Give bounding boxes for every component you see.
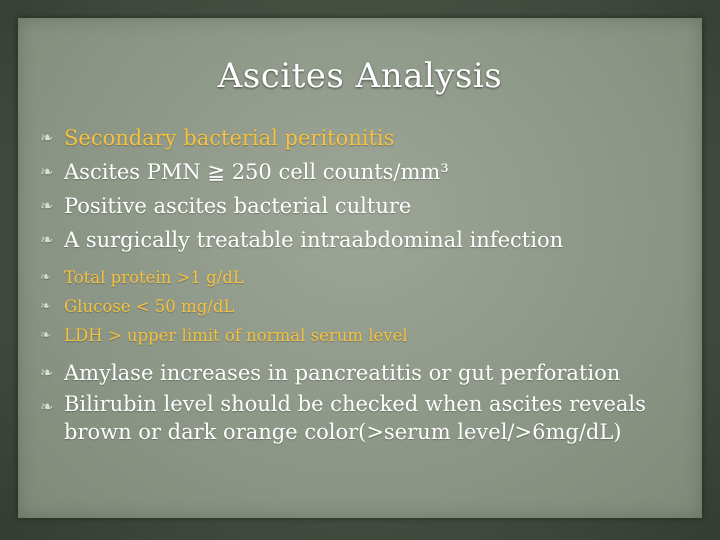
bullet-text: A surgically treatable intraabdominal infection — [64, 228, 564, 252]
bullet-icon: ❧ — [40, 299, 51, 314]
bullet-text: Secondary bacterial peritonitis — [64, 126, 395, 150]
bullet-icon: ❧ — [40, 196, 54, 215]
bullet-icon: ❧ — [40, 270, 51, 285]
bullet-icon: ❧ — [40, 162, 54, 181]
bullet-icon: ❧ — [40, 128, 54, 147]
slide-title: Ascites Analysis — [217, 56, 503, 96]
bullet-item — [40, 121, 700, 155]
bullet-item — [40, 390, 700, 446]
bullet-text: Positive ascites bacterial culture — [64, 194, 412, 218]
bullet-list — [40, 121, 700, 446]
bullet-text: Amylase increases in pancreatitis or gut perforation — [64, 361, 621, 385]
bullet-item — [40, 223, 700, 257]
bullet-text: Ascites PMN ≧ 250 cell counts/mm³ — [64, 160, 449, 184]
bullet-text: Bilirubin level should be checked when ascites reveals brown or dark orange color(>serum level/>6mg/dL) — [64, 392, 646, 444]
bullet-icon: ❧ — [40, 397, 54, 416]
bullet-icon: ❧ — [40, 363, 54, 382]
bullet-item — [40, 155, 700, 189]
bullet-text: LDH > upper limit of normal serum level — [64, 326, 408, 345]
bullet-item — [40, 189, 700, 223]
sub-bullet-item — [40, 292, 700, 321]
bullet-text: Total protein >1 g/dL — [64, 268, 244, 287]
bullet-icon: ❧ — [40, 328, 51, 343]
sub-bullet-item — [40, 263, 700, 292]
bullet-item — [40, 356, 700, 390]
bullet-text: Glucose < 50 mg/dL — [64, 297, 235, 316]
bullet-icon: ❧ — [40, 230, 54, 249]
sub-bullet-item — [40, 321, 700, 350]
